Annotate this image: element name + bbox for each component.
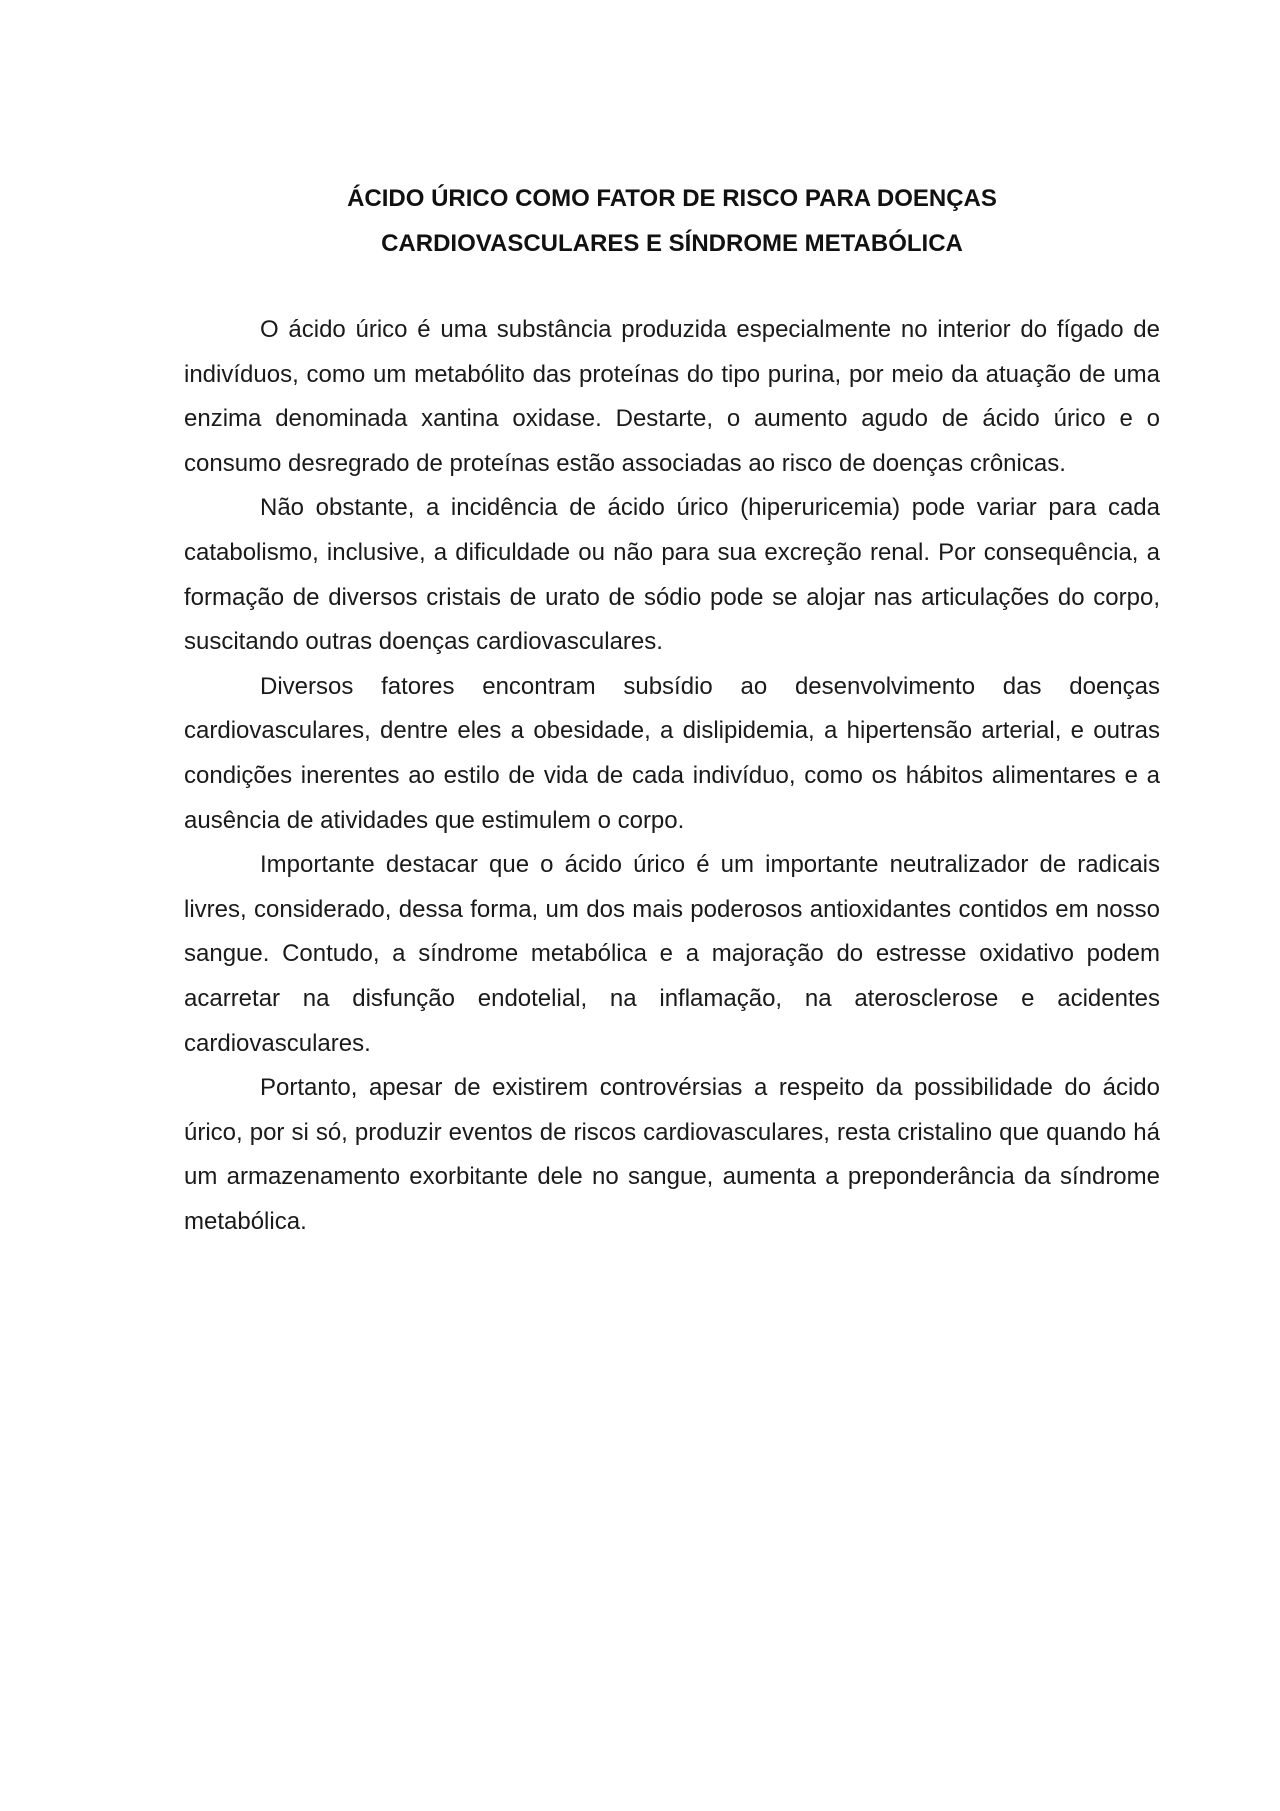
paragraph-4: Importante destacar que o ácido úrico é um importante neutralizador de radicais livres, considerado, dessa forma, um dos mais poderosos antioxidantes contidos em nosso sangue. Contudo, a síndrome metabólica e a majoração do estresse oxidativo podem acarretar na disfunção endotelial, na inflamação, na aterosclerose e acidentes cardiovasculares. [184, 851, 1160, 1057]
title-line-1: ÁCIDO ÚRICO COMO FATOR DE RISCO PARA DOENÇAS [347, 185, 997, 212]
paragraph-1: O ácido úrico é uma substância produzida especialmente no interior do fígado de indivíduos, como um metabólito das proteínas do tipo purina, por meio da atuação de uma enzima denominada xantina oxidase. Destarte, o aumento agudo de ácido úrico e o consumo desregrado de proteínas estão associadas ao risco de doenças crônicas. [184, 316, 1160, 477]
document-body [184, 308, 1160, 1244]
paragraph-3: Diversos fatores encontram subsídio ao desenvolvimento das doenças cardiovasculares, dentre eles a obesidade, a dislipidemia, a hipertensão arterial, e outras condições inerentes ao estilo de vida de cada indivíduo, como os hábitos alimentares e a ausência de atividades que estimulem o corpo. [184, 672, 1160, 834]
paragraph-5: Portanto, apesar de existirem controvérsias a respeito da possibilidade do ácido úrico, por si só, produzir eventos de riscos cardiovasculares, resta cristalino que quando há um armazenamento exorbitante dele no sangue, aumenta a preponderância da síndrome metabólica. [184, 1074, 1160, 1235]
title-line-2: CARDIOVASCULARES E SÍNDROME METABÓLICA [381, 230, 963, 257]
document-title [184, 176, 1160, 266]
paragraph-2: Não obstante, a incidência de ácido úrico (hiperuricemia) pode variar para cada catabolismo, inclusive, a dificuldade ou não para sua excreção renal. Por consequência, a formação de diversos cristais de urato de sódio pode se alojar nas articulações do corpo, suscitando outras doenças cardiovasculares. [184, 494, 1160, 656]
